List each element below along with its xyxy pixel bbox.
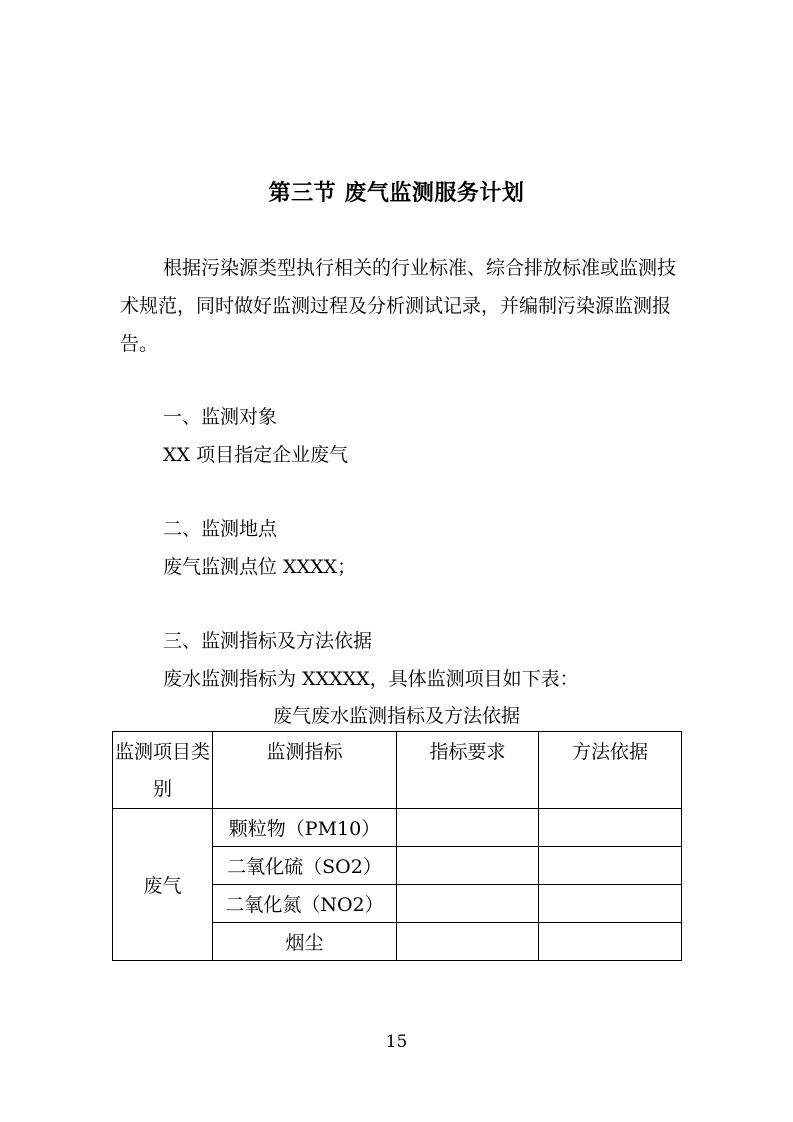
header-category: 监测项目类别 [113,732,213,809]
section-content-indicators-methods: 废水监测指标为 XXXXX，具体监测项目如下表： [163,668,579,690]
monitoring-indicators-table [112,731,682,961]
indicator-cell: 颗粒物（PM10） [213,809,397,847]
intro-paragraph: 根据污染源类型执行相关的行业标准、综合排放标准或监测技术规范，同时做好监测过程及分析测试记录，并编制污染源监测报告。 [120,257,677,355]
indicator-cell: 二氧化氮（NO2） [213,885,397,923]
table-caption: 废气废水监测指标及方法依据 [272,705,520,727]
section-heading-monitoring-location: 二、监测地点 [163,518,278,540]
page-number: 15 [385,1032,408,1052]
requirement-cell [397,885,539,923]
requirement-cell [397,809,539,847]
requirement-cell [397,923,539,961]
section-title: 第三节 废气监测服务计划 [268,181,525,206]
table-header-row [113,732,682,809]
section-heading-indicators-methods: 三、监测指标及方法依据 [163,630,373,652]
method-cell [539,847,682,885]
method-cell [539,923,682,961]
indicator-cell: 二氧化硫（SO2） [213,847,397,885]
header-requirement: 指标要求 [397,732,539,809]
method-cell [539,885,682,923]
requirement-cell [397,847,539,885]
table-row [113,809,682,847]
category-cell: 废气 [113,809,213,961]
indicator-cell: 烟尘 [213,923,397,961]
header-indicator: 监测指标 [213,732,397,809]
header-method: 方法依据 [539,732,682,809]
method-cell [539,809,682,847]
section-content-monitoring-location: 废气监测点位 XXXX； [163,556,357,578]
section-content-monitoring-target: XX 项目指定企业废气 [163,444,349,466]
section-heading-monitoring-target: 一、监测对象 [163,406,278,428]
